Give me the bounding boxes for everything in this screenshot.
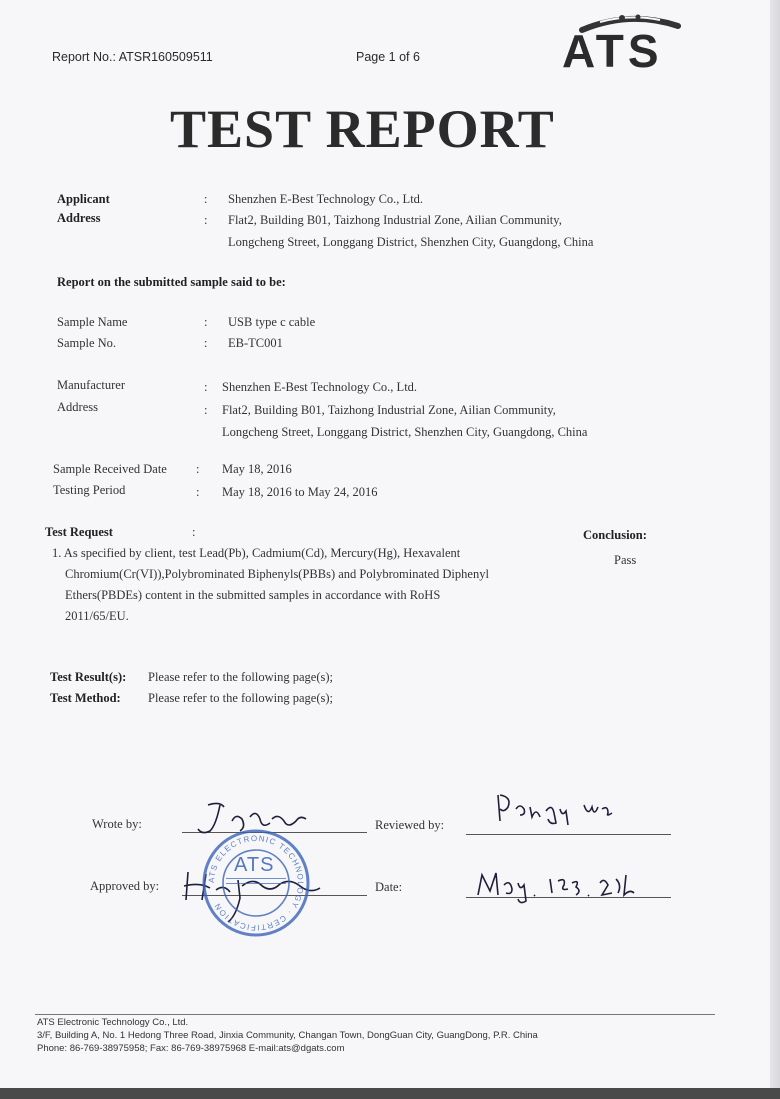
test-request-line3: Ethers(PBDEs) content in the submitted samples in accordance with RoHS [65,588,441,602]
report-number: Report No.: ATSR160509511 [52,50,213,64]
test-method-label: Test Method: [50,691,121,705]
ats-logo [560,8,700,78]
conclusion-value: Pass [614,553,637,567]
separator: : [204,403,208,417]
manufacturer-label: Manufacturer [57,378,126,392]
seal-ring-text: ATS ELECTRONIC TECHNOLOGY · CERTIFICATION [206,833,306,933]
seal-divider [226,878,286,884]
testing-period-value: May 18, 2016 to May 24, 2016 [222,485,378,499]
test-request-line2: Chromium(Cr(VI)),Polybrominated Biphenyls(PBBs) and Polybrominated Diphenyl [65,567,489,581]
page-indicator: Page 1 of 6 [356,50,420,64]
sample-heading: Report on the submitted sample said to be: [57,275,286,289]
reviewed-by-label: Reviewed by: [375,818,445,832]
logo-text: ATS [562,25,663,77]
scan-bottom-bar [0,1088,780,1099]
applicant-address-line1: Flat2, Building B01, Taizhong Industrial Zone, Ailian Community, [228,213,562,227]
test-result-value: Please refer to the following page(s); [148,670,334,684]
separator: : [204,192,208,206]
test-request-label: Test Request [45,525,113,539]
test-request-line4: 2011/65/EU. [65,609,129,623]
footer-company: ATS Electronic Technology Co., Ltd. [37,1017,189,1028]
footer-address: 3/F, Building A, No. 1 Hedong Three Road, Jinxia Community, Changan Town, DongGuan City, GuangDong, P.R. China [37,1030,538,1041]
applicant-name: Shenzhen E-Best Technology Co., Ltd. [228,192,424,206]
test-method-value: Please refer to the following page(s); [148,691,334,705]
test-result-label: Test Result(s): [50,670,127,684]
scan-edge [770,0,780,1099]
page-title: TEST REPORT [170,99,555,159]
separator: : [204,213,208,227]
reviewed-by-line [466,834,671,835]
sample-name-label: Sample Name [57,315,128,329]
manufacturer-address-line2: Longcheng Street, Longgang District, Shenzhen City, Guangdong, China [222,425,588,439]
ats-seal [196,828,316,938]
footer-contact: Phone: 86-769-38975958; Fax: 86-769-38975968 E-mail:ats@dgats.com [37,1043,345,1054]
applicant-address-label: Address [57,211,101,225]
wrote-by-label: Wrote by: [92,817,142,831]
approved-by-label: Approved by: [90,879,160,893]
separator: : [196,485,200,499]
sample-name-value: USB type c cable [228,315,316,329]
separator: : [204,336,208,350]
footer-divider [35,1014,715,1015]
separator: : [204,315,208,329]
applicant-label: Applicant [57,192,110,206]
conclusion-label: Conclusion: [583,528,647,542]
manufacturer-address-line1: Flat2, Building B01, Taizhong Industrial Zone, Ailian Community, [222,403,556,417]
separator: : [204,380,208,394]
date-label: Date: [375,880,403,894]
test-request-line1: 1. As specified by client, test Lead(Pb), Cadmium(Cd), Mercury(Hg), Hexavalent [52,546,461,560]
manufacturer-name: Shenzhen E-Best Technology Co., Ltd. [222,380,418,394]
reviewed-by-signature [490,787,620,827]
testing-period-label: Testing Period [53,483,126,497]
received-date-label: Sample Received Date [53,462,167,476]
seal-center-text: ATS [234,854,275,876]
separator: : [196,462,200,476]
separator: : [192,525,196,539]
sample-no-value: EB-TC001 [228,336,283,350]
manufacturer-address-label: Address [57,400,98,414]
sample-no-label: Sample No. [57,336,117,350]
date-handwriting [472,865,642,905]
received-date-value: May 18, 2016 [222,462,292,476]
applicant-address-line2: Longcheng Street, Longgang District, Shenzhen City, Guangdong, China [228,235,594,249]
